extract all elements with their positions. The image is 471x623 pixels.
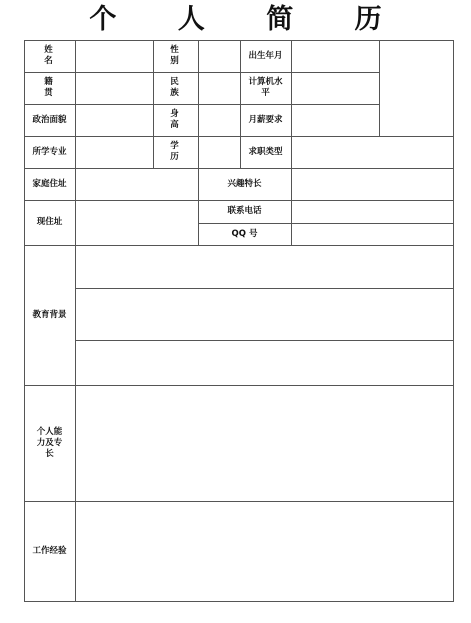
label-gender: 性 别 xyxy=(170,45,187,66)
political-status-field[interactable] xyxy=(75,104,153,136)
label-ethnicity: 民 族 xyxy=(170,77,187,98)
name-field[interactable] xyxy=(75,40,153,72)
photo-box[interactable] xyxy=(379,40,454,136)
label-work-experience: 工作经验 xyxy=(32,546,67,556)
edu-background-row-2[interactable] xyxy=(75,288,454,340)
label-hobbies: 兴趣特长 xyxy=(227,178,262,189)
edu-background-row-3[interactable] xyxy=(75,340,454,385)
label-political-status: 政治面貌 xyxy=(32,114,67,125)
phone-field[interactable] xyxy=(291,200,454,223)
height-field[interactable] xyxy=(198,104,240,136)
label-home-address: 家庭住址 xyxy=(32,178,67,189)
label-major: 所学专业 xyxy=(32,146,67,157)
current-address-field[interactable] xyxy=(75,200,198,245)
job-type-field[interactable] xyxy=(291,136,454,168)
label-salary: 月薪要求 xyxy=(248,114,283,125)
major-field[interactable] xyxy=(75,136,153,168)
education-field[interactable] xyxy=(198,136,240,168)
qq-field[interactable] xyxy=(291,223,454,245)
label-qq: QQ 号 xyxy=(231,228,258,239)
label-computer-level: 计算机水平 xyxy=(248,77,283,98)
label-job-type: 求职类型 xyxy=(248,146,283,157)
edu-background-row-1[interactable] xyxy=(75,245,454,288)
label-name: 姓 名 xyxy=(44,45,61,66)
salary-field[interactable] xyxy=(291,104,379,136)
resume-title: 个 人 简 历 xyxy=(89,4,408,35)
label-current-address: 现住址 xyxy=(36,217,63,227)
label-education: 学 历 xyxy=(170,141,187,162)
home-address-field[interactable] xyxy=(75,168,198,200)
label-phone: 联系电话 xyxy=(227,206,262,216)
label-height: 身 高 xyxy=(170,109,187,130)
label-birth: 出生年月 xyxy=(248,50,283,61)
resume-form xyxy=(24,40,454,602)
label-native-place: 籍 贯 xyxy=(44,77,61,98)
gender-field[interactable] xyxy=(198,40,240,72)
abilities-field[interactable] xyxy=(75,385,454,501)
birth-field[interactable] xyxy=(291,40,379,72)
computer-level-field[interactable] xyxy=(291,72,379,104)
native-place-field[interactable] xyxy=(75,72,153,104)
work-experience-field[interactable] xyxy=(75,501,454,602)
hobbies-field[interactable] xyxy=(291,168,454,200)
label-abilities: 个人能力及专长 xyxy=(36,426,63,459)
label-edu-background: 教育背景 xyxy=(32,309,67,320)
ethnicity-field[interactable] xyxy=(198,72,240,104)
